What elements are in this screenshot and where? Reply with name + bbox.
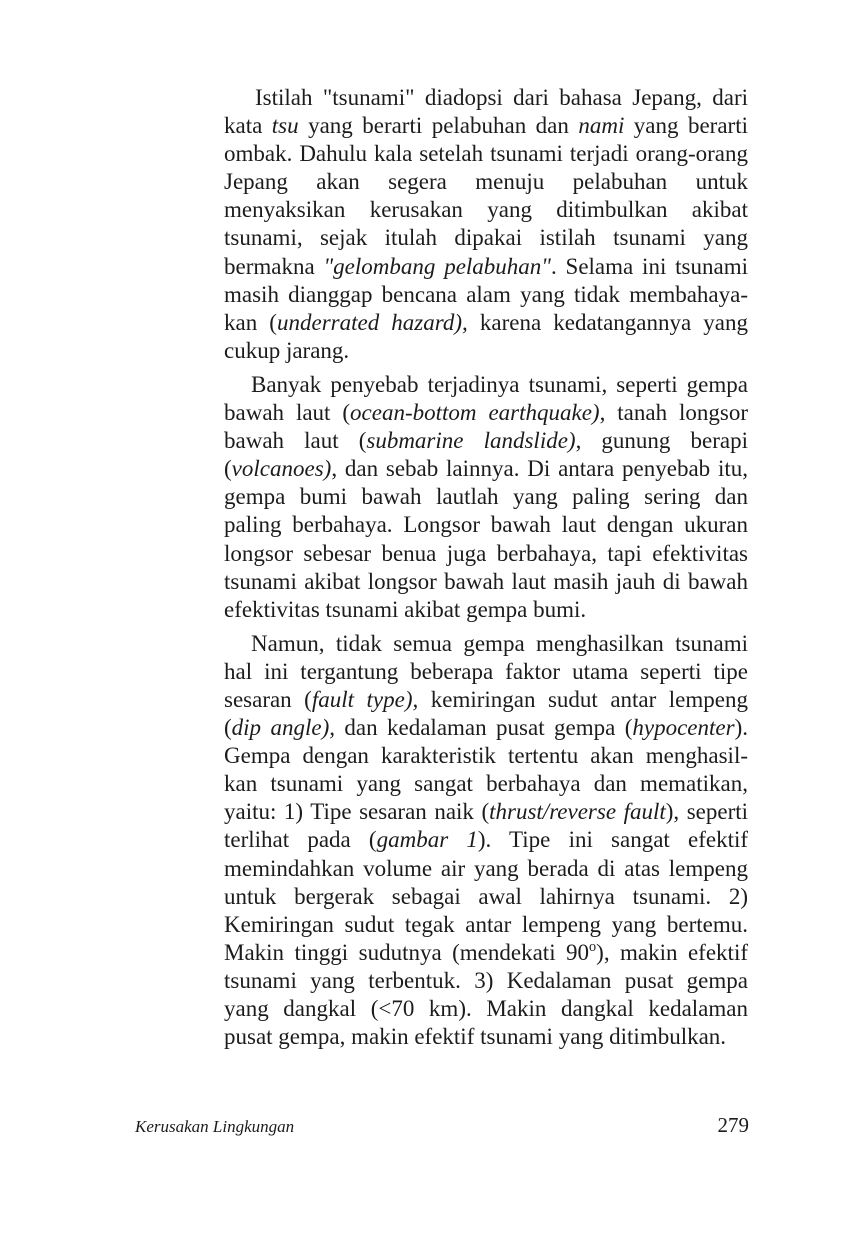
body-text-run: kemiringan sudut antar lempeng ( bbox=[224, 686, 748, 741]
body-text-run: Banyak penyebab terjadinya tsunami, seperti gempa bawah laut ( bbox=[224, 371, 748, 426]
italic-text: nami bbox=[578, 113, 625, 139]
body-text-run: ). Tipe ini sangat efektif memindahkan volume air yang berada di atas lempeng untuk bergerak sebagai awal lahirnya tsunami. 2) Kemiringan sudut tegak antar lempeng yang bertemu. Makin tinggi sudutnya (mendekati 90 bbox=[224, 827, 749, 965]
italic-text: dip angle), bbox=[231, 715, 335, 741]
page-number: 279 bbox=[717, 1113, 749, 1137]
body-text-run: . Selama ini tsunami masih dianggap bencana alam yang tidak membahaya-kan ( bbox=[224, 253, 748, 335]
body-text bbox=[224, 84, 748, 1051]
italic-text: "gelombang pelabuhan" bbox=[323, 253, 551, 279]
italic-text: underrated hazard), bbox=[276, 309, 468, 335]
paragraph-tsunami-causes bbox=[224, 371, 748, 624]
italic-text: volcanoes) bbox=[231, 456, 332, 482]
body-text-run: yang berarti pelabuhan dan bbox=[298, 113, 579, 139]
body-text-run: , gunung berapi ( bbox=[224, 428, 748, 482]
superscript-text: o bbox=[589, 938, 597, 955]
body-text-run: , dan sebab lainnya. Di antara penyebab itu, gempa bumi bawah lautlah yang paling sering dan paling berbahaya. Longsor bawah laut dengan ukuran longsor sebesar benua juga berbahaya, tapi efektivitas tsunami akibat longsor bawah laut masih jauh di bawah efektivitas tsunami akibat gempa bumi. bbox=[224, 456, 748, 622]
body-text-run: yang berarti ombak. Dahulu kala setelah tsunami terjadi orang-orang Jepang akan segera menuju pelabuhan untuk menyaksikan kerusakan yang ditimbulkan akibat tsunami, sejak itulah dipakai istilah tsunami yang bermakna bbox=[224, 113, 748, 279]
italic-text: ocean-bottom earthquake) bbox=[350, 400, 600, 426]
paragraph-tsunami-etymology bbox=[224, 84, 748, 365]
italic-text: fault type), bbox=[311, 686, 419, 712]
body-text-run: karena kedatangannya yang cukup jarang. bbox=[224, 309, 749, 363]
body-text-run: dan kedalaman pusat gempa ( bbox=[334, 715, 633, 741]
body-text-run: Istilah "tsunami" diadopsi dari bahasa Jepang, dari kata bbox=[224, 85, 748, 139]
italic-text: submarine landslide) bbox=[366, 428, 576, 454]
italic-text: tsu bbox=[271, 113, 299, 139]
page-footer bbox=[135, 1113, 749, 1143]
running-footer-title: Kerusakan Lingkungan bbox=[135, 1117, 295, 1136]
body-text-run: ), seperti terlihat pada ( bbox=[224, 799, 749, 853]
paragraph-tsunami-factors bbox=[224, 630, 748, 1051]
body-text-run: Namun, tidak semua gempa menghasilkan tsunami hal ini tergantung beberapa faktor utama seperti tipe sesaran ( bbox=[224, 630, 748, 712]
italic-text: gambar 1 bbox=[376, 827, 478, 853]
body-text-run: ). Gempa dengan karakteristik tertentu akan menghasil-kan tsunami yang sangat berbahaya dan mematikan, yaitu: 1) Tipe sesaran naik ( bbox=[224, 715, 748, 825]
italic-text: thrust/reverse fault bbox=[489, 799, 666, 825]
italic-text: hypocenter bbox=[632, 715, 735, 741]
body-text-run: ), makin efektif tsunami yang terbentuk. 3) Kedalaman pusat gempa yang dangkal (<70 km). Makin dangkal kedalaman pusat gempa, makin efektif tsunami yang ditimbulkan. bbox=[224, 939, 748, 1050]
body-text-run: , tanah longsor bawah laut ( bbox=[224, 400, 748, 454]
